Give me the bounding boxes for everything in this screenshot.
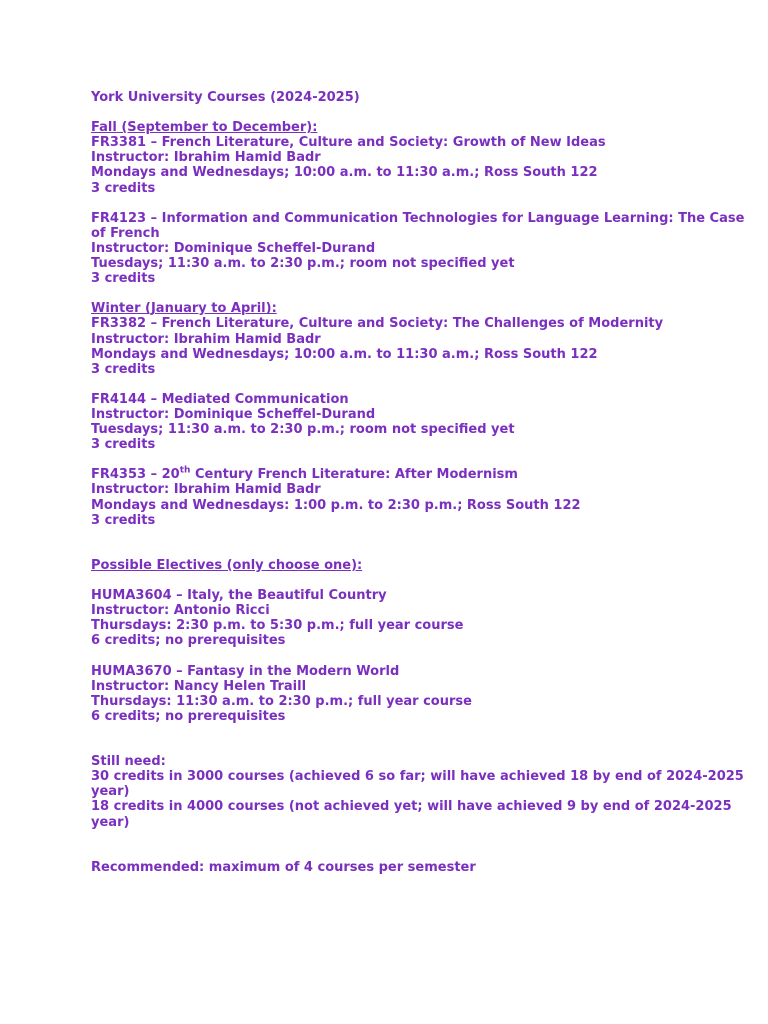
course-title: FR3381 – French Literature, Culture and Society: Growth of New Ideas — [91, 135, 606, 151]
course-title: HUMA3604 – Italy, the Beautiful Country — [91, 588, 387, 604]
course-instructor: Instructor: Dominique Scheffel-Durand — [91, 240, 376, 256]
course-title: HUMA3670 – Fantasy in the Modern World — [91, 663, 400, 679]
course-schedule: Thursdays: 11:30 a.m. to 2:30 p.m.; full year course — [91, 693, 472, 709]
course-title: FR4144 – Mediated Communication — [91, 391, 349, 407]
still-need-item: 30 credits in 3000 courses (achieved 6 so far; will have achieved 18 by end of 2024-2025 year) — [91, 769, 744, 800]
course-schedule: Mondays and Wednesdays; 10:00 a.m. to 11:30 a.m.; Ross South 122 — [91, 346, 598, 362]
course-title-prefix: FR4353 – 20 — [91, 467, 180, 483]
course-instructor: Instructor: Nancy Helen Traill — [91, 678, 307, 694]
course-credits: 3 credits — [91, 271, 156, 287]
course-schedule: Tuesdays; 11:30 a.m. to 2:30 p.m.; room not specified yet — [91, 422, 515, 438]
still-need-item: 18 credits in 4000 courses (not achieved yet; will have achieved 9 by end of 2024-2025 year) — [91, 799, 732, 830]
course-instructor: Instructor: Ibrahim Hamid Badr — [91, 150, 321, 166]
course-instructor: Instructor: Antonio Ricci — [91, 603, 270, 619]
winter-heading: Winter (January to April): — [91, 301, 277, 317]
course-entry — [91, 135, 751, 195]
course-credits: 3 credits — [91, 512, 156, 528]
course-credits: 6 credits; no prerequisites — [91, 633, 286, 649]
recommendation: Recommended: maximum of 4 courses per semester — [91, 859, 476, 875]
fall-heading: Fall (September to December): — [91, 120, 318, 136]
ordinal-suffix: th — [179, 466, 191, 477]
course-instructor: Instructor: Ibrahim Hamid Badr — [91, 331, 321, 347]
course-schedule: Mondays and Wednesdays; 10:00 a.m. to 11:30 a.m.; Ross South 122 — [91, 165, 598, 181]
course-instructor: Instructor: Ibrahim Hamid Badr — [91, 482, 321, 498]
still-need-heading: Still need: — [91, 754, 166, 770]
course-credits: 3 credits — [91, 180, 156, 196]
course-entry — [91, 211, 751, 286]
document-body — [91, 90, 751, 875]
course-entry — [91, 467, 751, 527]
course-schedule: Thursdays: 2:30 p.m. to 5:30 p.m.; full year course — [91, 618, 464, 634]
course-credits: 3 credits — [91, 437, 156, 453]
course-entry — [91, 588, 751, 648]
course-title — [91, 467, 751, 482]
course-instructor: Instructor: Dominique Scheffel-Durand — [91, 406, 376, 422]
course-title: FR3382 – French Literature, Culture and Society: The Challenges of Modernity — [91, 316, 664, 332]
course-credits: 3 credits — [91, 361, 156, 377]
course-entry — [91, 316, 751, 376]
course-credits: 6 credits; no prerequisites — [91, 708, 286, 724]
course-entry — [91, 392, 751, 452]
course-schedule: Mondays and Wednesdays: 1:00 p.m. to 2:30 p.m.; Ross South 122 — [91, 497, 581, 513]
course-title: FR4123 – Information and Communication Technologies for Language Learning: The Case of French — [91, 210, 745, 241]
course-title-suffix: Century French Literature: After Modernism — [190, 467, 518, 483]
course-entry — [91, 664, 751, 724]
electives-heading: Possible Electives (only choose one): — [91, 557, 363, 573]
course-schedule: Tuesdays; 11:30 a.m. to 2:30 p.m.; room not specified yet — [91, 256, 515, 272]
document-title: York University Courses (2024-2025) — [91, 90, 360, 105]
